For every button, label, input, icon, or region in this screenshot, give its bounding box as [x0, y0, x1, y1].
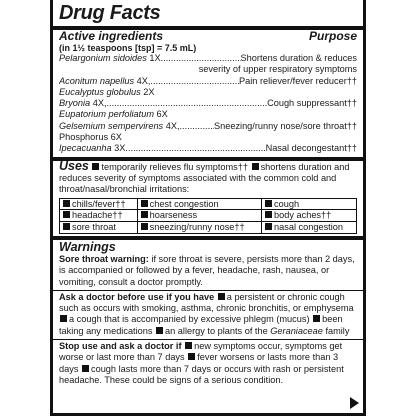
ingredient-name: Eucalyptus globulus — [59, 86, 141, 97]
bullet-square-icon — [63, 211, 70, 218]
ingredient-dose: 4X, — [90, 98, 107, 109]
uses-section — [59, 158, 357, 196]
symptom-cell — [262, 198, 357, 210]
ingredient-name: Eupatorium perfoliatum — [59, 109, 154, 120]
ask-item-2: a cough that is accompanied by excessive phlegm (mucus) — [69, 314, 310, 325]
symptom-cell — [137, 222, 261, 234]
bullet-square-icon — [156, 327, 163, 334]
bullet-square-icon — [313, 315, 320, 322]
stop-item-1: new symptoms occur, symptoms get worse or last more than 7 days — [59, 341, 343, 363]
ingredient-purpose: Cough suppressant†† — [267, 98, 357, 109]
ingredient-dose: 6X — [153, 109, 168, 120]
ask-item-3: been taking any medications — [59, 314, 343, 336]
ingredient-name: Aconitum napellus — [59, 75, 135, 86]
ingredient-name: Phosphorus — [59, 132, 109, 143]
stop-divider — [53, 339, 363, 340]
ingredient-row — [59, 87, 357, 98]
symptom-label: hoarseness — [149, 210, 198, 221]
ingredient-row — [59, 132, 357, 143]
active-ingredients-heading: Active ingredients — [59, 29, 164, 43]
continue-arrow-icon — [350, 397, 359, 409]
dot-leader — [107, 98, 268, 109]
ingredient-purpose: severity of upper respiratory symptoms — [198, 64, 357, 75]
symptom-label: chills/fever†† — [72, 198, 126, 209]
symptom-cell — [137, 198, 261, 210]
symptoms-table — [59, 198, 357, 234]
ingredient-name: Gelsemium sempervirens — [59, 120, 164, 131]
symptom-label: sore throat — [72, 222, 116, 233]
ingredient-purpose: Shortens duration & reduces — [240, 53, 357, 63]
symptom-cell — [60, 210, 138, 222]
dot-leader — [150, 76, 239, 87]
ingredient-dose: 2X — [140, 86, 155, 97]
ask-item-1: a persistent or chronic cough such as occurs with smoking, asthma, chronic bronchitis, or emphysema — [59, 291, 354, 314]
symptom-cell — [262, 222, 357, 234]
symptom-label: chest congestion — [149, 198, 219, 209]
bullet-square-icon — [82, 365, 89, 372]
sore-throat-warning — [59, 254, 357, 288]
bullet-square-icon — [63, 223, 70, 230]
uses-text-2: shortens duration and reduces severity of symptoms associated with the common cold and throat/nasal/bronchial irritations: — [59, 161, 350, 195]
dot-leader — [180, 121, 214, 132]
ingredient-dose: 3X — [111, 143, 126, 154]
active-ingredients-header — [59, 30, 357, 43]
bullet-square-icon — [265, 200, 272, 207]
ingredient-row — [59, 76, 357, 87]
ingredient-list — [59, 53, 357, 155]
symptom-label: nasal congestion — [274, 222, 343, 233]
symptom-label: body aches†† — [274, 210, 332, 221]
uses-text-1: temporarily relieves flu symptoms†† — [101, 161, 248, 172]
drug-facts-title: Drug Facts — [59, 2, 161, 24]
bullet-square-icon — [92, 163, 99, 170]
ingredient-row — [59, 109, 357, 120]
symptom-cell — [137, 210, 261, 222]
bullet-square-icon — [218, 293, 225, 300]
ask-doctor-label: Ask a doctor before use if you have — [59, 291, 215, 302]
ask-item-4-family: Geraniaceae — [270, 325, 323, 336]
ingredient-purpose: Pain reliever/fever reducer†† — [239, 75, 357, 86]
stop-use-section — [59, 341, 357, 386]
ask-doctor-section — [59, 292, 357, 337]
symptom-row — [60, 198, 357, 210]
warnings-heading: Warnings — [59, 239, 116, 254]
ask-divider — [53, 290, 363, 291]
bullet-square-icon — [188, 353, 195, 360]
ingredient-row — [59, 121, 357, 132]
uses-heading: Uses — [59, 158, 89, 173]
dose-note: (in 1½ teaspoons [tsp] = 7.5 mL) — [59, 43, 197, 53]
bullet-square-icon — [60, 315, 67, 322]
stop-use-label: Stop use and ask a doctor if — [59, 341, 182, 352]
stop-item-2: fever worsens or lasts more than 3 days — [59, 352, 339, 374]
ask-item-4-pre: an allergy to plants of the — [165, 325, 268, 336]
ingredient-dose: 4X, — [134, 75, 151, 86]
bullet-square-icon — [265, 211, 272, 218]
ask-item-4-post: family — [325, 325, 350, 336]
ingredient-name: Pelargonium sidoides — [59, 53, 147, 63]
symptom-row — [60, 222, 357, 234]
symptom-label: sneezing/runny nose†† — [149, 222, 245, 233]
purpose-heading: Purpose — [308, 29, 357, 43]
ingredient-row — [59, 143, 357, 154]
ingredient-dose: 4X, — [163, 120, 180, 131]
ingredient-purpose-continued — [59, 64, 357, 75]
ingredient-name: Bryonia — [59, 98, 91, 109]
bullet-square-icon — [63, 200, 70, 207]
dot-leader — [125, 143, 265, 154]
stop-item-3: cough lasts more than 7 days or occurs with rash or persistent headache. These could be signs of a serious condition. — [59, 363, 344, 385]
bullet-square-icon — [141, 211, 148, 218]
ingredient-dose: 6X — [108, 132, 122, 143]
ingredient-name: Ipecacuanha — [59, 143, 112, 154]
ingredient-dose: 1X — [146, 53, 161, 63]
dot-leader — [161, 53, 241, 64]
symptom-cell — [60, 198, 138, 210]
ingredient-purpose: Sneezing/runny nose/sore throat†† — [213, 120, 357, 131]
bullet-square-icon — [252, 163, 259, 170]
bullet-square-icon — [141, 223, 148, 230]
symptom-label: cough — [274, 198, 300, 209]
bullet-square-icon — [265, 223, 272, 230]
symptom-cell — [262, 210, 357, 222]
ingredient-row — [59, 98, 357, 109]
ingredient-purpose: Nasal decongestant†† — [265, 143, 357, 154]
bullet-square-icon — [141, 200, 148, 207]
sore-throat-text: if sore throat is severe, persists more than 2 days, is accompanied or followed by a fever, headache, rash, nausea, or vomiting, consult a doctor promptly. — [59, 253, 355, 287]
ingredient-row — [59, 53, 357, 64]
symptom-row — [60, 210, 357, 222]
bullet-square-icon — [185, 342, 192, 349]
symptom-cell — [60, 222, 138, 234]
drug-facts-panel — [50, 0, 366, 416]
symptom-label: headache†† — [72, 210, 123, 221]
sore-throat-label: Sore throat warning: — [59, 253, 149, 264]
